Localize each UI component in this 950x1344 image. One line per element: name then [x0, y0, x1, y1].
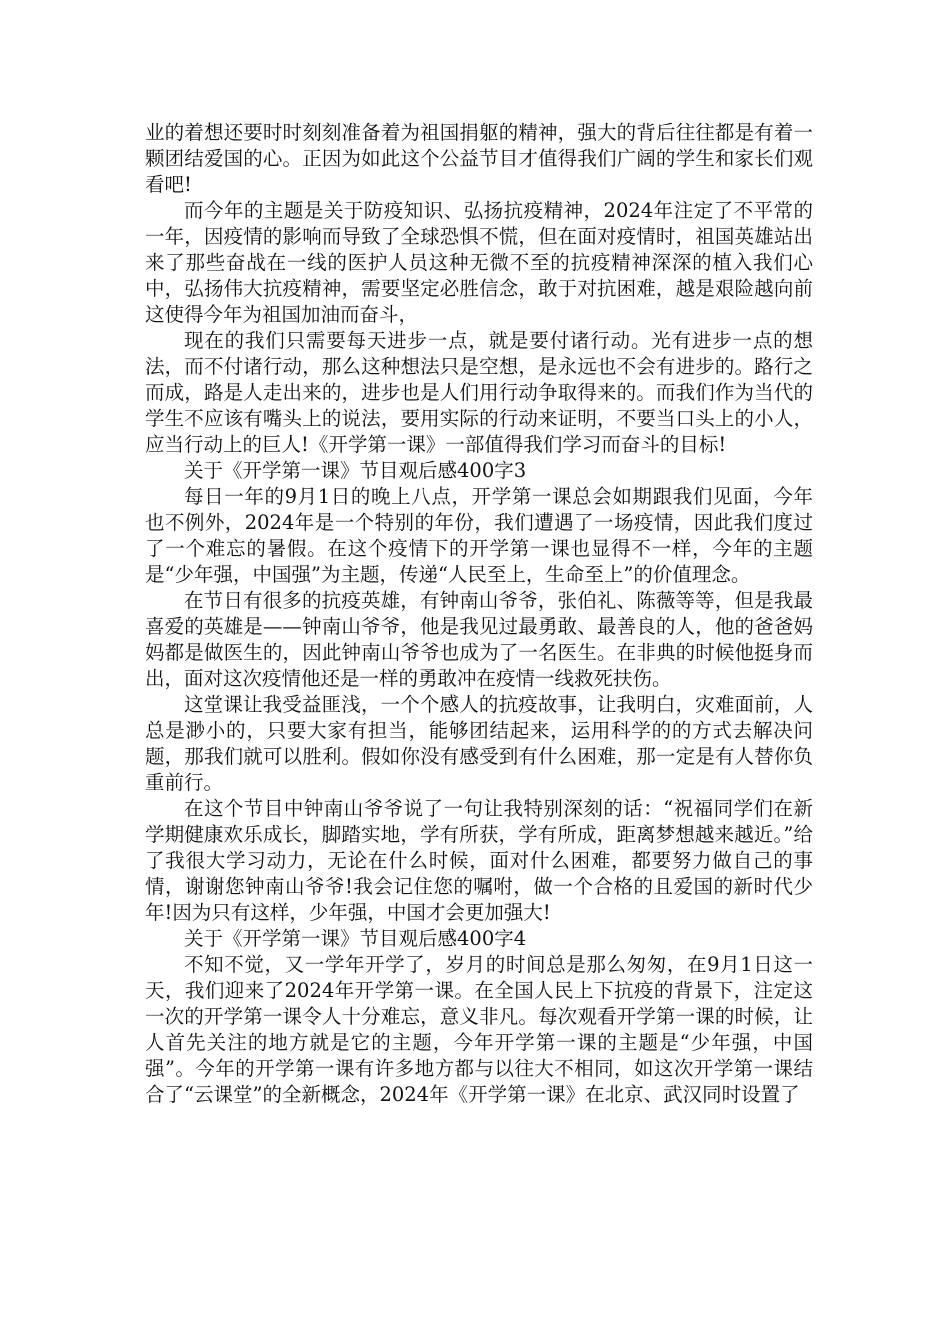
paragraph-theme: 而今年的主题是关于防疫知识、弘扬抗疫精神，2024年注定了不平常的一年，因疫情的影响而导致了全球恐惧不慌，但在面对疫情时，祖国英雄站出来了那些奋战在一线的医护人员这种无微不至的抗疫精神深深的植入我们心中，弘扬伟大抗疫精神，需要坚定必胜信念，敢于对抗困难，越是艰险越向前这使得今年为祖国加油而奋斗， [145, 199, 813, 326]
paragraph-progress: 现在的我们只需要每天进步一点，就是要付诸行动。光有进步一点的想法，而不付诸行动，那么这种想法只是空想，是永远也不会有进步的。路行之而成，路是人走出来的，进步也是人们用行动争取得来的。而我们作为当代的学生不应该有嘴头上的说法，要用实际的行动来证明，不要当口头上的小人，应当行动上的巨人!《开学第一课》一部值得我们学习而奋斗的目标! [145, 329, 813, 456]
section-heading-3: 关于《开学第一课》节目观后感400字3 [184, 459, 527, 482]
paragraph-heroes: 在节日有很多的抗疫英雄，有钟南山爷爷，张伯礼、陈薇等等，但是我最喜爱的英雄是——钟南山爷爷，他是我见过最勇敢、最善良的人，他的爸爸妈妈都是做医生的，因此钟南山爷爷也成为了一名医生。在非典的时候他挺身而出，面对这次疫情他还是一样的勇敢冲在疫情一线救死扶伤。 [145, 589, 813, 690]
document-body [145, 120, 813, 1108]
paragraph-continuation: 业的着想还要时时刻刻准备着为祖国捐躯的精神，强大的背后往往都是有着一颗团结爱国的心。正因为如此这个公益节目才值得我们广阔的学生和家长们观看吧! [145, 121, 813, 196]
paragraph-new-term: 不知不觉，又一学年开学了，岁月的时间总是那么匆匆，在9月1日这一天，我们迎来了2024年开学第一课。在全国人民上下抗疫的背景下，注定这一次的开学第一课令人十分难忘，意义非凡。每次观看开学第一课的时候，让人首先关注的地方就是它的主题，今年开学第一课的主题是“少年强，中国强”。今年的开学第一课有许多地方都与以往大不相同，如这次开学第一课结合了“云课堂”的全新概念，2024年《开学第一课》在北京、武汉同时设置了 [145, 953, 813, 1106]
paragraph-quote: 在这个节目中钟南山爷爷说了一句让我特别深刻的话：“祝福同学们在新学期健康欢乐成长，脚踏实地，学有所获，学有所成，距离梦想越来越近。”给了我很大学习动力，无论在什么时候，面对什么困难，都要努力做自己的事情，谢谢您钟南山爷爷!我会记住您的嘱咐，做一个合格的且爱国的新时代少年!因为只有这样，少年强，中国才会更加强大! [145, 797, 813, 924]
section-heading-4: 关于《开学第一课》节目观后感400字4 [184, 927, 527, 950]
paragraph-lesson: 这堂课让我受益匪浅，一个个感人的抗疫故事，让我明白，灾难面前，人总是渺小的，只要大家有担当，能够团结起来，运用科学的的方式去解决问题，那我们就可以胜利。假如你没有感受到有什么困难，那一定是有人替你负重前行。 [145, 693, 813, 794]
paragraph-sept-first: 每日一年的9月1日的晚上八点，开学第一课总会如期跟我们见面，今年也不例外，2024年是一个特别的年份，我们遭遇了一场疫情，因此我们度过了一个难忘的暑假。在这个疫情下的开学第一课也显得不一样，今年的主题是“少年强，中国强”为主题，传递“人民至上，生命至上”的价值理念。 [145, 485, 813, 586]
